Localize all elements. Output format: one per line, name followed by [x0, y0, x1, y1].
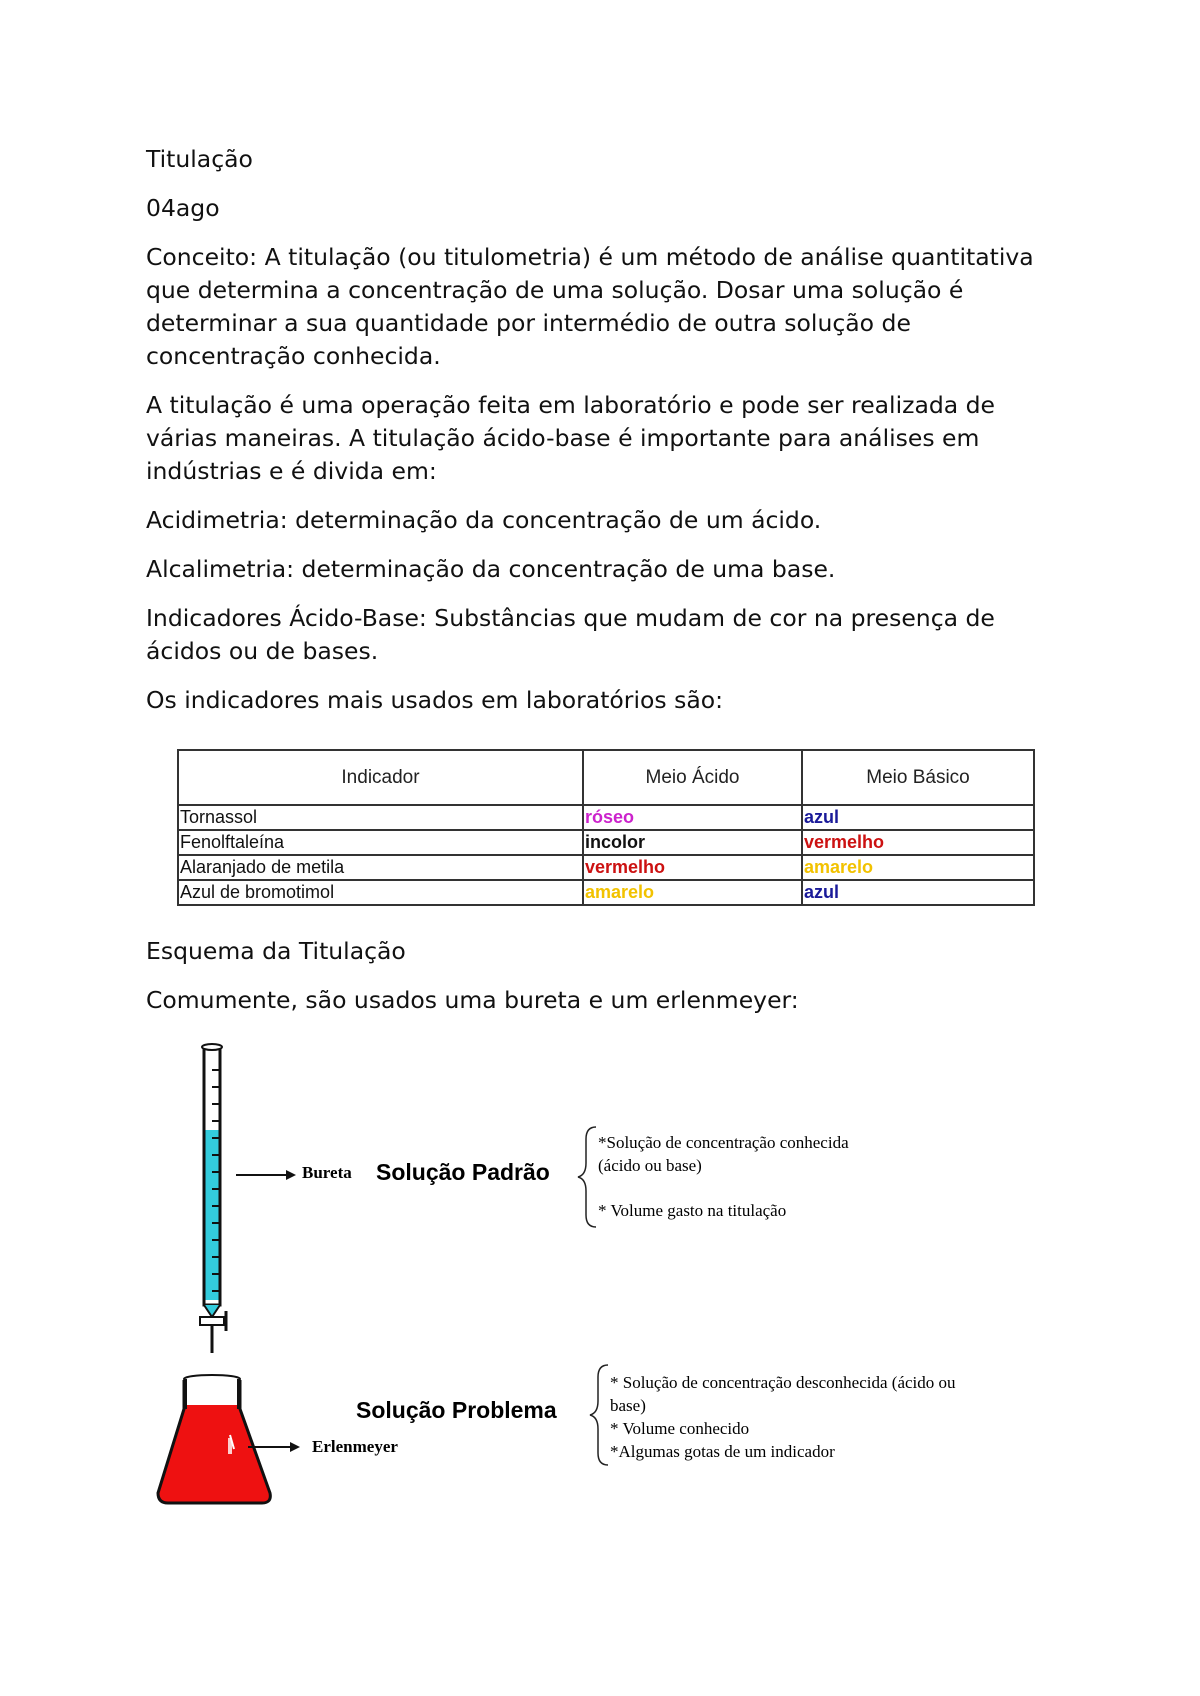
indicators-paragraph: Indicadores Ácido-Base: Substâncias que mudam de cor na presença de ácidos ou de bases.: [146, 604, 995, 665]
table-header-row: [178, 750, 1034, 805]
burette-solution: Solução Padrão: [376, 1159, 550, 1185]
erlenmeyer-brace: [590, 1365, 608, 1465]
flask-label: Erlenmeyer: [312, 1437, 398, 1456]
table-row: [178, 830, 1034, 855]
table-row: [178, 805, 1034, 830]
base-color: azul: [802, 880, 1034, 905]
indicator-name: Alaranjado de metila: [178, 855, 583, 880]
base-color: vermelho: [802, 830, 1034, 855]
burette-icon: [200, 1044, 226, 1353]
burette-note-1: *Solução de concentração conhecida: [598, 1133, 849, 1152]
base-color: azul: [802, 805, 1034, 830]
acid-color: incolor: [583, 830, 802, 855]
header-base: Meio Básico: [802, 750, 1034, 805]
table-row: [178, 855, 1034, 880]
flask-note-2: base): [610, 1396, 646, 1415]
titration-drawing: [150, 1035, 1050, 1515]
burette-arrow: [236, 1170, 296, 1180]
erlenmeyer-icon: [158, 1375, 270, 1503]
burette-note-3: * Volume gasto na titulação: [598, 1201, 787, 1220]
acid-color: amarelo: [583, 880, 802, 905]
scheme-text: [146, 935, 1046, 1017]
body-text: [146, 143, 1046, 717]
indicator-name: Tornassol: [178, 805, 583, 830]
titration-paragraph: A titulação é uma operação feita em laboratório e pode ser realizada de várias maneiras. A titulação ácido-base é importante para análises em indústrias e é divida em:: [146, 391, 996, 485]
flask-solution: Solução Problema: [356, 1397, 557, 1423]
indicators-intro: Os indicadores mais usados em laboratórios são:: [146, 686, 724, 714]
doc-title: Titulação: [146, 145, 253, 173]
acidimetry-paragraph: Acidimetria: determinação da concentração de um ácido.: [146, 506, 822, 534]
flask-note-4: *Algumas gotas de um indicador: [610, 1442, 835, 1461]
header-acid: Meio Ácido: [583, 750, 802, 805]
scheme-title: Esquema da Titulação: [146, 937, 406, 965]
indicator-name: Azul de bromotimol: [178, 880, 583, 905]
titration-diagram: [150, 1035, 1050, 1515]
flask-note-1: * Solução de concentração desconhecida (ácido ou: [610, 1373, 956, 1392]
indicator-table: [177, 749, 1035, 906]
burette-label: Bureta: [302, 1163, 352, 1182]
burette-note-2: (ácido ou base): [598, 1156, 702, 1175]
indicator-name: Fenolftaleína: [178, 830, 583, 855]
scheme-intro: Comumente, são usados uma bureta e um erlenmeyer:: [146, 986, 799, 1014]
burette-brace: [578, 1127, 596, 1227]
header-indicator: Indicador: [178, 750, 583, 805]
base-color: amarelo: [802, 855, 1034, 880]
table-row: [178, 880, 1034, 905]
doc-date: 04ago: [146, 194, 220, 222]
concept-paragraph: Conceito: A titulação (ou titulometria) é um método de análise quantitativa que determina a concentração de uma solução. Dosar uma solução é determinar a sua quantidade por intermédio de outra solução de concentração conhecida.: [146, 243, 1034, 370]
acid-color: róseo: [583, 805, 802, 830]
flask-note-3: * Volume conhecido: [610, 1419, 750, 1438]
alkalimetry-paragraph: Alcalimetria: determinação da concentração de uma base.: [146, 555, 836, 583]
acid-color: vermelho: [583, 855, 802, 880]
